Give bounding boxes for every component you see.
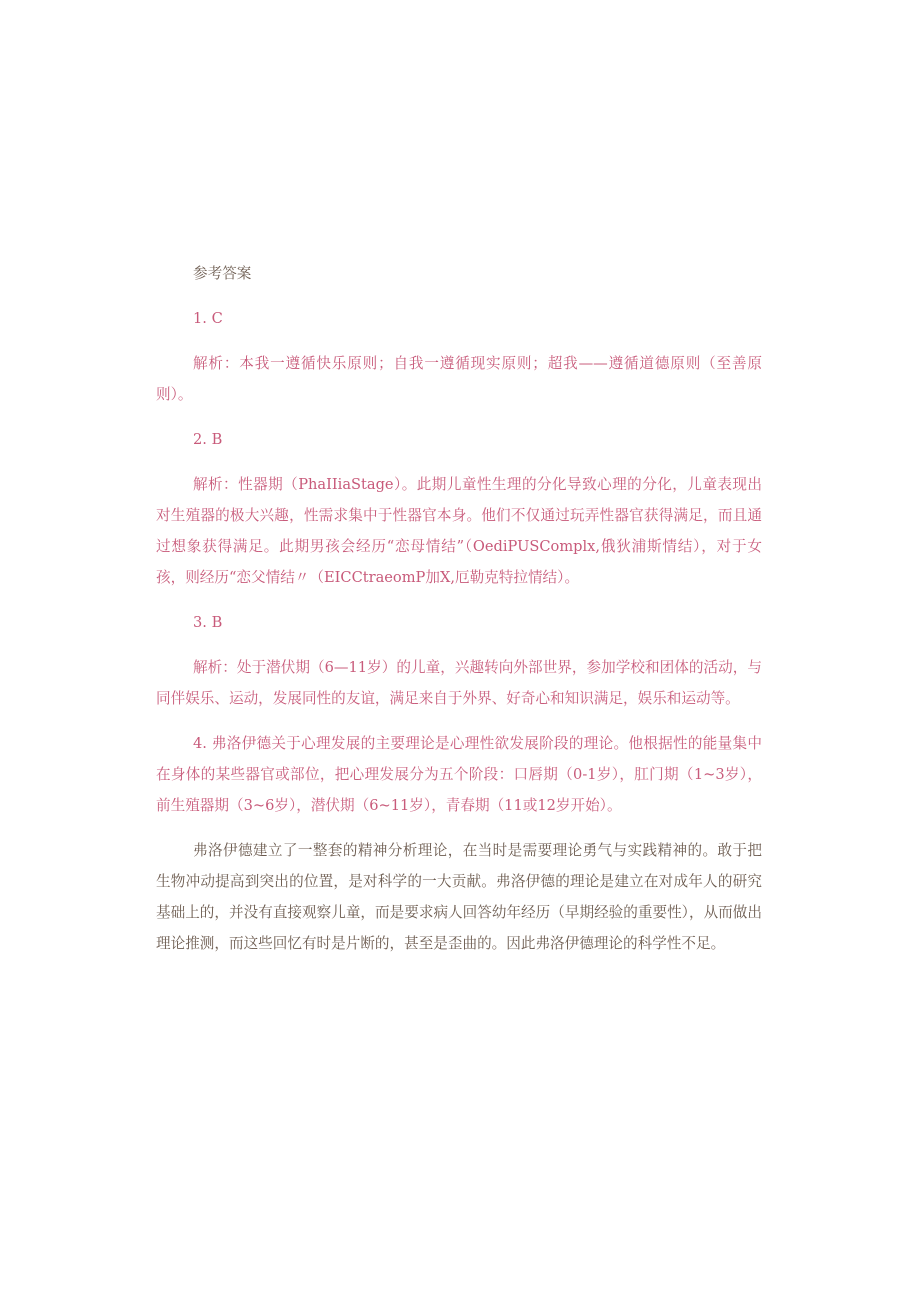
- analysis-3: 解析：处于潜伏期（6—11岁）的儿童，兴趣转向外部世界，参加学校和团体的活动，与同伴娱乐、运动，发展同性的友谊，满足来自于外界、好奇心和知识满足，娱乐和运动等。: [156, 659, 762, 707]
- analysis-1: 解析：本我一遵循快乐原则；自我一遵循现实原则；超我——遵循道德原则（至善原则）。: [156, 355, 762, 403]
- answer-3: 3. B: [193, 614, 223, 631]
- evaluation-paragraph: 弗洛伊德建立了一整套的精神分析理论，在当时是需要理论勇气与实践精神的。敢于把生物冲动提高到突出的位置，是对科学的一大贡献。弗洛伊德的理论是建立在对成年人的研究基础上的，并没有直接观察儿童，而是要求病人回答幼年经历（早期经验的重要性），从而做出理论推测，而这些回忆有时是片断的，甚至是歪曲的。因此弗洛伊德理论的科学性不足。: [156, 842, 762, 952]
- section-heading: 参考答案: [193, 265, 252, 282]
- answer-1: 1. C: [193, 310, 223, 327]
- answer-4-paragraph: 4. 弗洛伊德关于心理发展的主要理论是心理性欲发展阶段的理论。他根据性的能量集中在身体的某些器官或部位，把心理发展分为五个阶段：口唇期（0-1岁），肛门期（1~3岁），前生殖器期（3~6岁），潜伏期（6~11岁），青春期（11或12岁开始）。: [156, 735, 762, 814]
- analysis-2: 解析：性器期（PhaIIiaStage）。此期儿童性生理的分化导致心理的分化，儿童表现出对生殖器的极大兴趣，性需求集中于性器官本身。他们不仅通过玩弄性器官获得满足，而且通过想象获得满足。此期男孩会经历“恋母情结”（OediPUSComplx,俄狄浦斯情结），对于女孩，则经历“恋父情结〃（EICCtraeomP加X,厄勒克特拉情结）。: [156, 476, 762, 586]
- document-page: [156, 258, 762, 959]
- answer-2: 2. B: [193, 431, 223, 448]
